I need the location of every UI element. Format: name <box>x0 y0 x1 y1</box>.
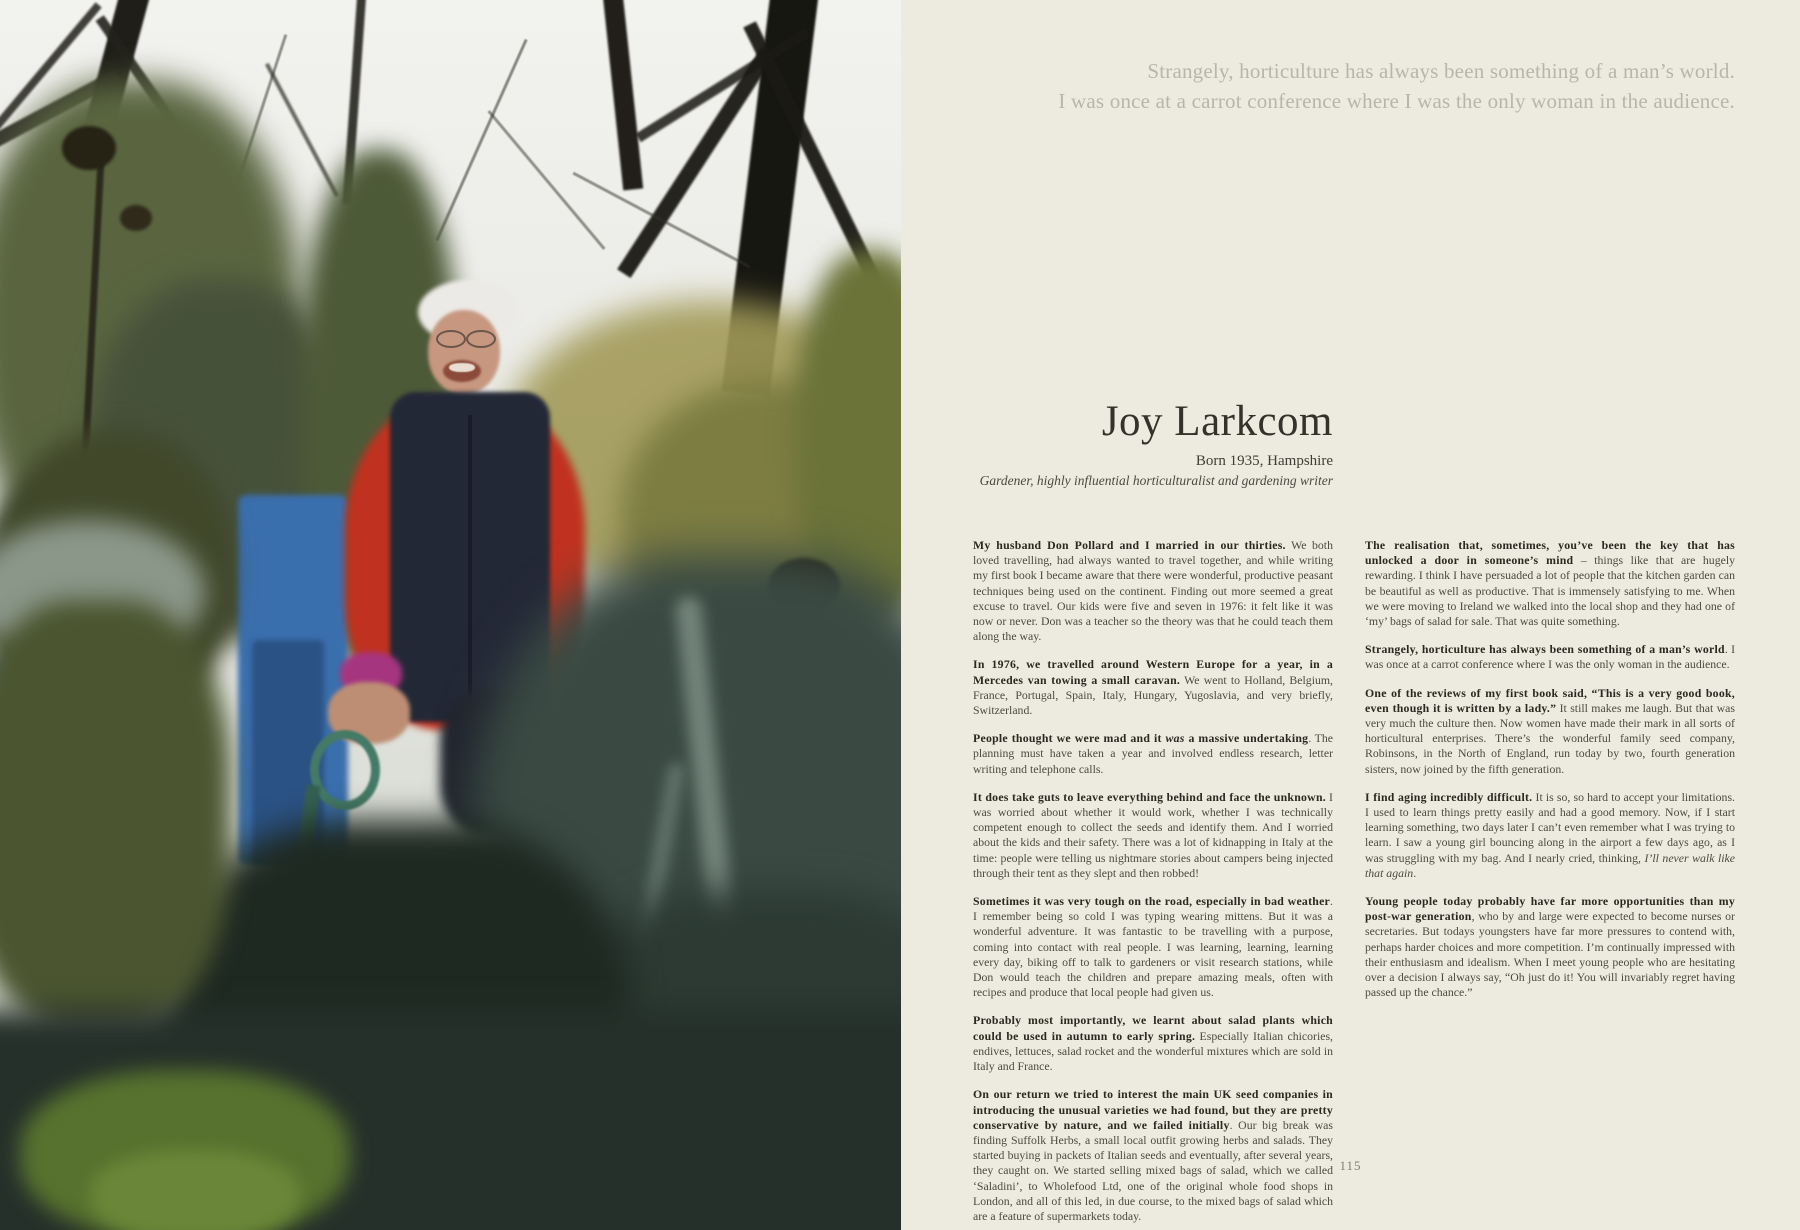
text-page <box>901 0 1800 1230</box>
paragraph <box>1365 790 1735 881</box>
tool-handle <box>310 730 380 810</box>
gilet-zip <box>468 415 472 695</box>
text-segment: – things like that are hugely rewarding. I think I have persuaded a lot of people that the kitchen garden can be beautiful as well as productive. That is immensely satisfying to me. When we were moving to Ireland we walked into the local shop and they had one of ‘my’ bags of salad for sale. That was quite something. <box>1365 553 1735 629</box>
text-segment: Especially Italian chicories, endives, lettuces, salad rocket and the wonderful mixtures which are sold in Italy and France. <box>973 1028 1334 1074</box>
paragraph <box>973 538 1333 644</box>
pull-quote <box>1058 56 1735 116</box>
page-number: 115 <box>1339 1158 1362 1173</box>
paragraph <box>973 894 1333 1000</box>
pull-quote-line: I was once at a carrot conference where I was the only woman in the audience. <box>1058 89 1735 113</box>
paragraph <box>1365 686 1735 777</box>
text-segment: Probably most importantly, we learnt about salad plants which could be used in autumn to early spring. <box>973 1013 1333 1043</box>
text-segment: The realisation that, sometimes, you’ve been the key that has unlocked a door in someone’s mind <box>1365 538 1735 568</box>
text-segment: It is so, so hard to accept your limitations. I used to learn things pretty easily and had a good memory. Now, if I start learning something, two days later I can’t even remember what I was trying to learn. I saw a young girl bouncing along in the airport a few days ago, as I was struggling with my bag. And I nearly cried, thinking, <box>1365 789 1735 865</box>
article-column-left <box>973 538 1333 1230</box>
text-segment: I was worried about whether it would work, whether I was technically competent enough to collect the seeds and identify them. And I worried about the kids and their safety. There was a lot of kidnapping in Italy at the time: people were telling us nightmare stories about campers being injected through their tent as they slept and then robbed! <box>973 789 1333 880</box>
text-segment: People thought we were mad and it <box>973 731 1166 746</box>
text-segment: . The planning must have taken a year and involved endless research, letter writing and telephone calls. <box>973 731 1333 776</box>
shrub-left <box>0 600 230 1030</box>
text-segment: . Our big break was finding Suffolk Herbs, a small local outfit growing herbs and salads. They started buying in packets of Italian seeds and eventually, after several years, they caught on. We started selling mixed bags of salad, which we called ‘Saladini’, to Wholefood Ltd, one of the original whole food shops in London, and all of this led, in due course, to the mixed bags of salad which are a feature of supermarkets today. <box>973 1117 1333 1223</box>
text-segment: On our return we tried to interest the main UK seed companies in introducing the unusual varieties we had found, but they are pretty conservative by nature, and we failed initially <box>973 1087 1333 1132</box>
paragraph <box>973 731 1333 777</box>
paragraph <box>973 657 1333 718</box>
text-segment: We went to Holland, Belgium, France, Portugal, Spain, Italy, Hungary, Yugoslavia, and very briefly, Switzerland. <box>973 672 1333 718</box>
glasses-icon <box>436 330 466 348</box>
text-segment: It still makes me laugh. But that was very much the culture then. Now women have made their mark in all sorts of horticultural enterprises. There’s the wonderful family seed company, Robinsons, in the North of England, run today by two, fourth generation sisters, now joined by the fifth generation. <box>1365 700 1735 776</box>
text-segment: One of the reviews of my first book said, “This is a very good book, even though it is written by a lady.” <box>1365 685 1735 715</box>
text-segment: . I remember being so cold I was typing wearing mittens. But it was a wonderful adventure. It was fantastic to be travelling with a purpose, coming into contact with real people. I was learning, learning, learning every day, biking off to talk to gardeners or visit research stations, while Don would teach the children and prepare amazing meals, often with recipes and produce that local people had given us. <box>973 894 1333 1000</box>
pull-quote-line: Strangely, horticulture has always been something of a man’s world. <box>1147 59 1735 83</box>
title-block <box>973 399 1333 489</box>
bright-leaves <box>90 1150 300 1230</box>
text-segment: Young people today probably have far more opportunities than my post-war generation <box>1365 894 1735 924</box>
text-segment: We both loved travelling, had always wanted to travel together, and while writing my first book I became aware that there were wonderful, productive peasant techniques being used on the continent. Finding out more seemed a great excuse to travel. Our kids were five and seven in 1976: it felt like it was now or never. Don was a teacher so the theory was that he could teach them along the way. <box>973 538 1333 644</box>
text-segment: I find aging incredibly difficult. <box>1365 789 1533 804</box>
text-segment: Sometimes it was very tough on the road, especially in bad weather <box>973 894 1331 909</box>
paragraph <box>1365 642 1735 672</box>
paragraph <box>1365 894 1735 1000</box>
text-segment: was <box>1165 731 1185 746</box>
text-segment: I’ll never walk like that again <box>1365 850 1735 880</box>
text-segment: a massive undertaking <box>1184 731 1309 746</box>
paragraph <box>973 1087 1333 1224</box>
page-title: Joy Larkcom <box>1101 398 1333 445</box>
woman-teeth <box>449 363 475 372</box>
text-segment: . I was once at a carrot conference where I was the only woman in the audience. <box>1365 642 1736 672</box>
sunflower-seedhead <box>120 205 152 231</box>
credit-line: Gardener, highly influential horticulturalist and gardening writer <box>979 473 1333 489</box>
paragraph <box>1365 538 1735 629</box>
text-segment: Strangely, horticulture has always been something of a man’s world <box>1365 642 1725 657</box>
article-column-right <box>1365 538 1735 1230</box>
text-segment: It does take guts to leave everything behind and face the unknown. <box>973 789 1326 804</box>
paragraph <box>973 790 1333 881</box>
text-segment: . <box>1413 865 1417 880</box>
subtitle: Born 1935, Hampshire <box>1195 453 1333 470</box>
glasses-icon <box>466 330 496 348</box>
text-segment: , who by and large were expected to become nurses or secretaries. But todays youngsters have far more pressures to contend with, perhaps harder choices and more competition. I’m continually impressed with their enthusiasm and idealism. When I meet young people who are hesitating over a decision I always say, “Oh just do it! You will invariably regret having passed up the chance.” <box>1365 909 1735 1000</box>
text-segment: In 1976, we travelled around Western Europe for a year, in a Mercedes van towing a small caravan. <box>973 657 1333 687</box>
text-segment: My husband Don Pollard and I married in our thirties. <box>973 538 1286 552</box>
article-columns <box>973 538 1735 1230</box>
paragraph <box>973 1013 1333 1074</box>
sunflower-seedhead <box>62 126 116 170</box>
